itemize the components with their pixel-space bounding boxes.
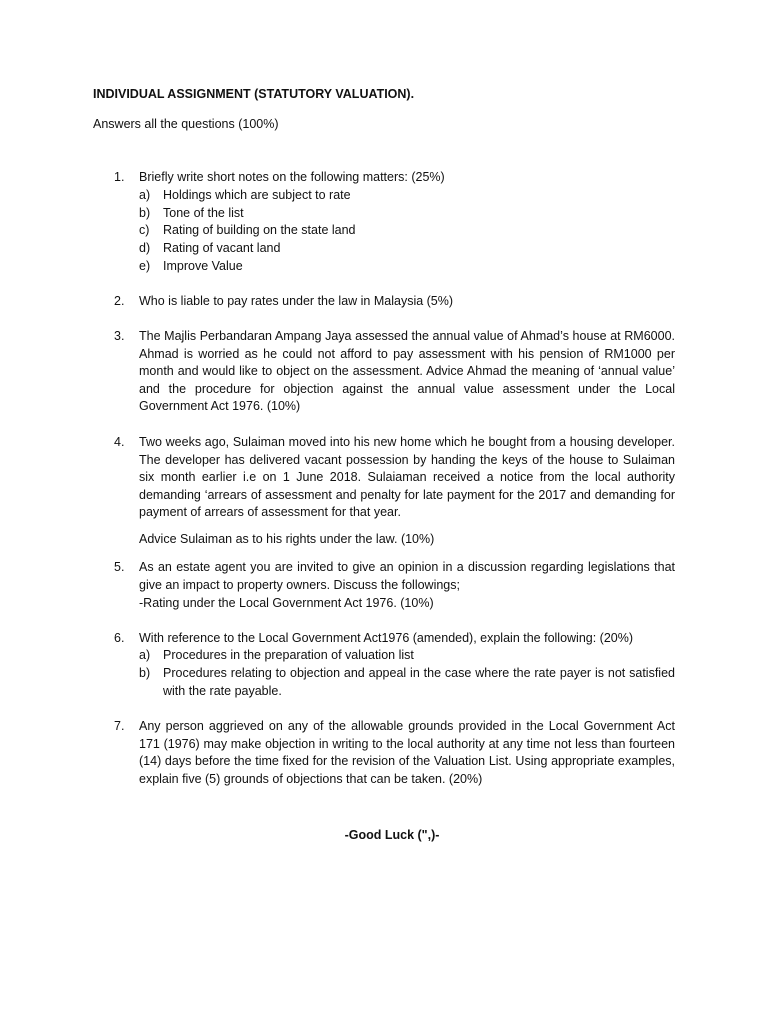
item-text: Rating of vacant land (163, 241, 281, 255)
question-number: 3. (114, 329, 125, 343)
instructions: Answers all the questions (100%) (93, 117, 279, 131)
closing-text: -Good Luck (",)- (344, 828, 440, 842)
question-number: 5. (114, 560, 125, 574)
question-text: Who is liable to pay rates under the law in Malaysia (5%) (139, 294, 454, 308)
question-text: The Majlis Perbandaran Ampang Jaya assessed the annual value of Ahmad’s house at RM6000. Ahmad is worried as he could not afford to pay assessment with his pension of RM1000 per month and would like to object on the assessment. Advice Ahmad the meaning of ‘annual value’ and the procedure for objection against the annual value assessment under the Local Government Act 1976. (10%) (139, 329, 675, 414)
question-text: Briefly write short notes on the following matters: (25%) (139, 170, 445, 184)
item-label: c) (139, 223, 150, 237)
question-4-followup: Advice Sulaiman as to his rights under the law. (10%) (139, 532, 435, 546)
question-number: 1. (114, 170, 125, 184)
item-text: Rating of building on the state land (163, 223, 356, 237)
question-text: As an estate agent you are invited to give an opinion in a discussion regarding legislations that give an impact to property owners. Discuss the followings; (139, 560, 675, 592)
question-text: Two weeks ago, Sulaiman moved into his new home which he bought from a housing developer. The developer has delivered vacant possession by handing the keys of the house to Sulaiman six month earlier i.e on 1 June 2018. Sulaiaman received a notice from the local authority demanding ‘arrears of assessment and penalty for late payment for the 2017 and demanding for payment of arrears of assessment for that year. (139, 435, 675, 520)
item-label: a) (139, 188, 151, 202)
item-text: Tone of the list (163, 206, 244, 220)
item-label: d) (139, 241, 151, 255)
question-number: 4. (114, 435, 125, 449)
question-5-followup: -Rating under the Local Government Act 1976. (10%) (139, 596, 434, 610)
question-text: With reference to the Local Government Act1976 (amended), explain the following: (20%) (139, 631, 634, 645)
item-text: Procedures in the preparation of valuation list (163, 648, 414, 662)
item-text: Holdings which are subject to rate (163, 188, 351, 202)
question-number: 2. (114, 294, 125, 308)
item-label: e) (139, 259, 151, 273)
closing-message (0, 827, 768, 845)
item-text: Procedures relating to objection and appeal in the case where the rate payer is not satisfied with the rate payable. (163, 666, 675, 698)
question-number: 7. (114, 719, 125, 733)
item-text: Improve Value (163, 259, 243, 273)
question-text: Any person aggrieved on any of the allowable grounds provided in the Local Government Act 171 (1976) may make objection in writing to the local authority at any time not less than fourteen (14) days before the time fixed for the revision of the Valuation List. Using appropriate examples, explain five (5) grounds of objections that can be taken. (20%) (139, 719, 675, 786)
item-label: b) (139, 206, 151, 220)
item-label: b) (139, 666, 151, 680)
question-number: 6. (114, 631, 125, 645)
item-label: a) (139, 648, 151, 662)
document-title: INDIVIDUAL ASSIGNMENT (STATUTORY VALUATION). (93, 87, 415, 101)
